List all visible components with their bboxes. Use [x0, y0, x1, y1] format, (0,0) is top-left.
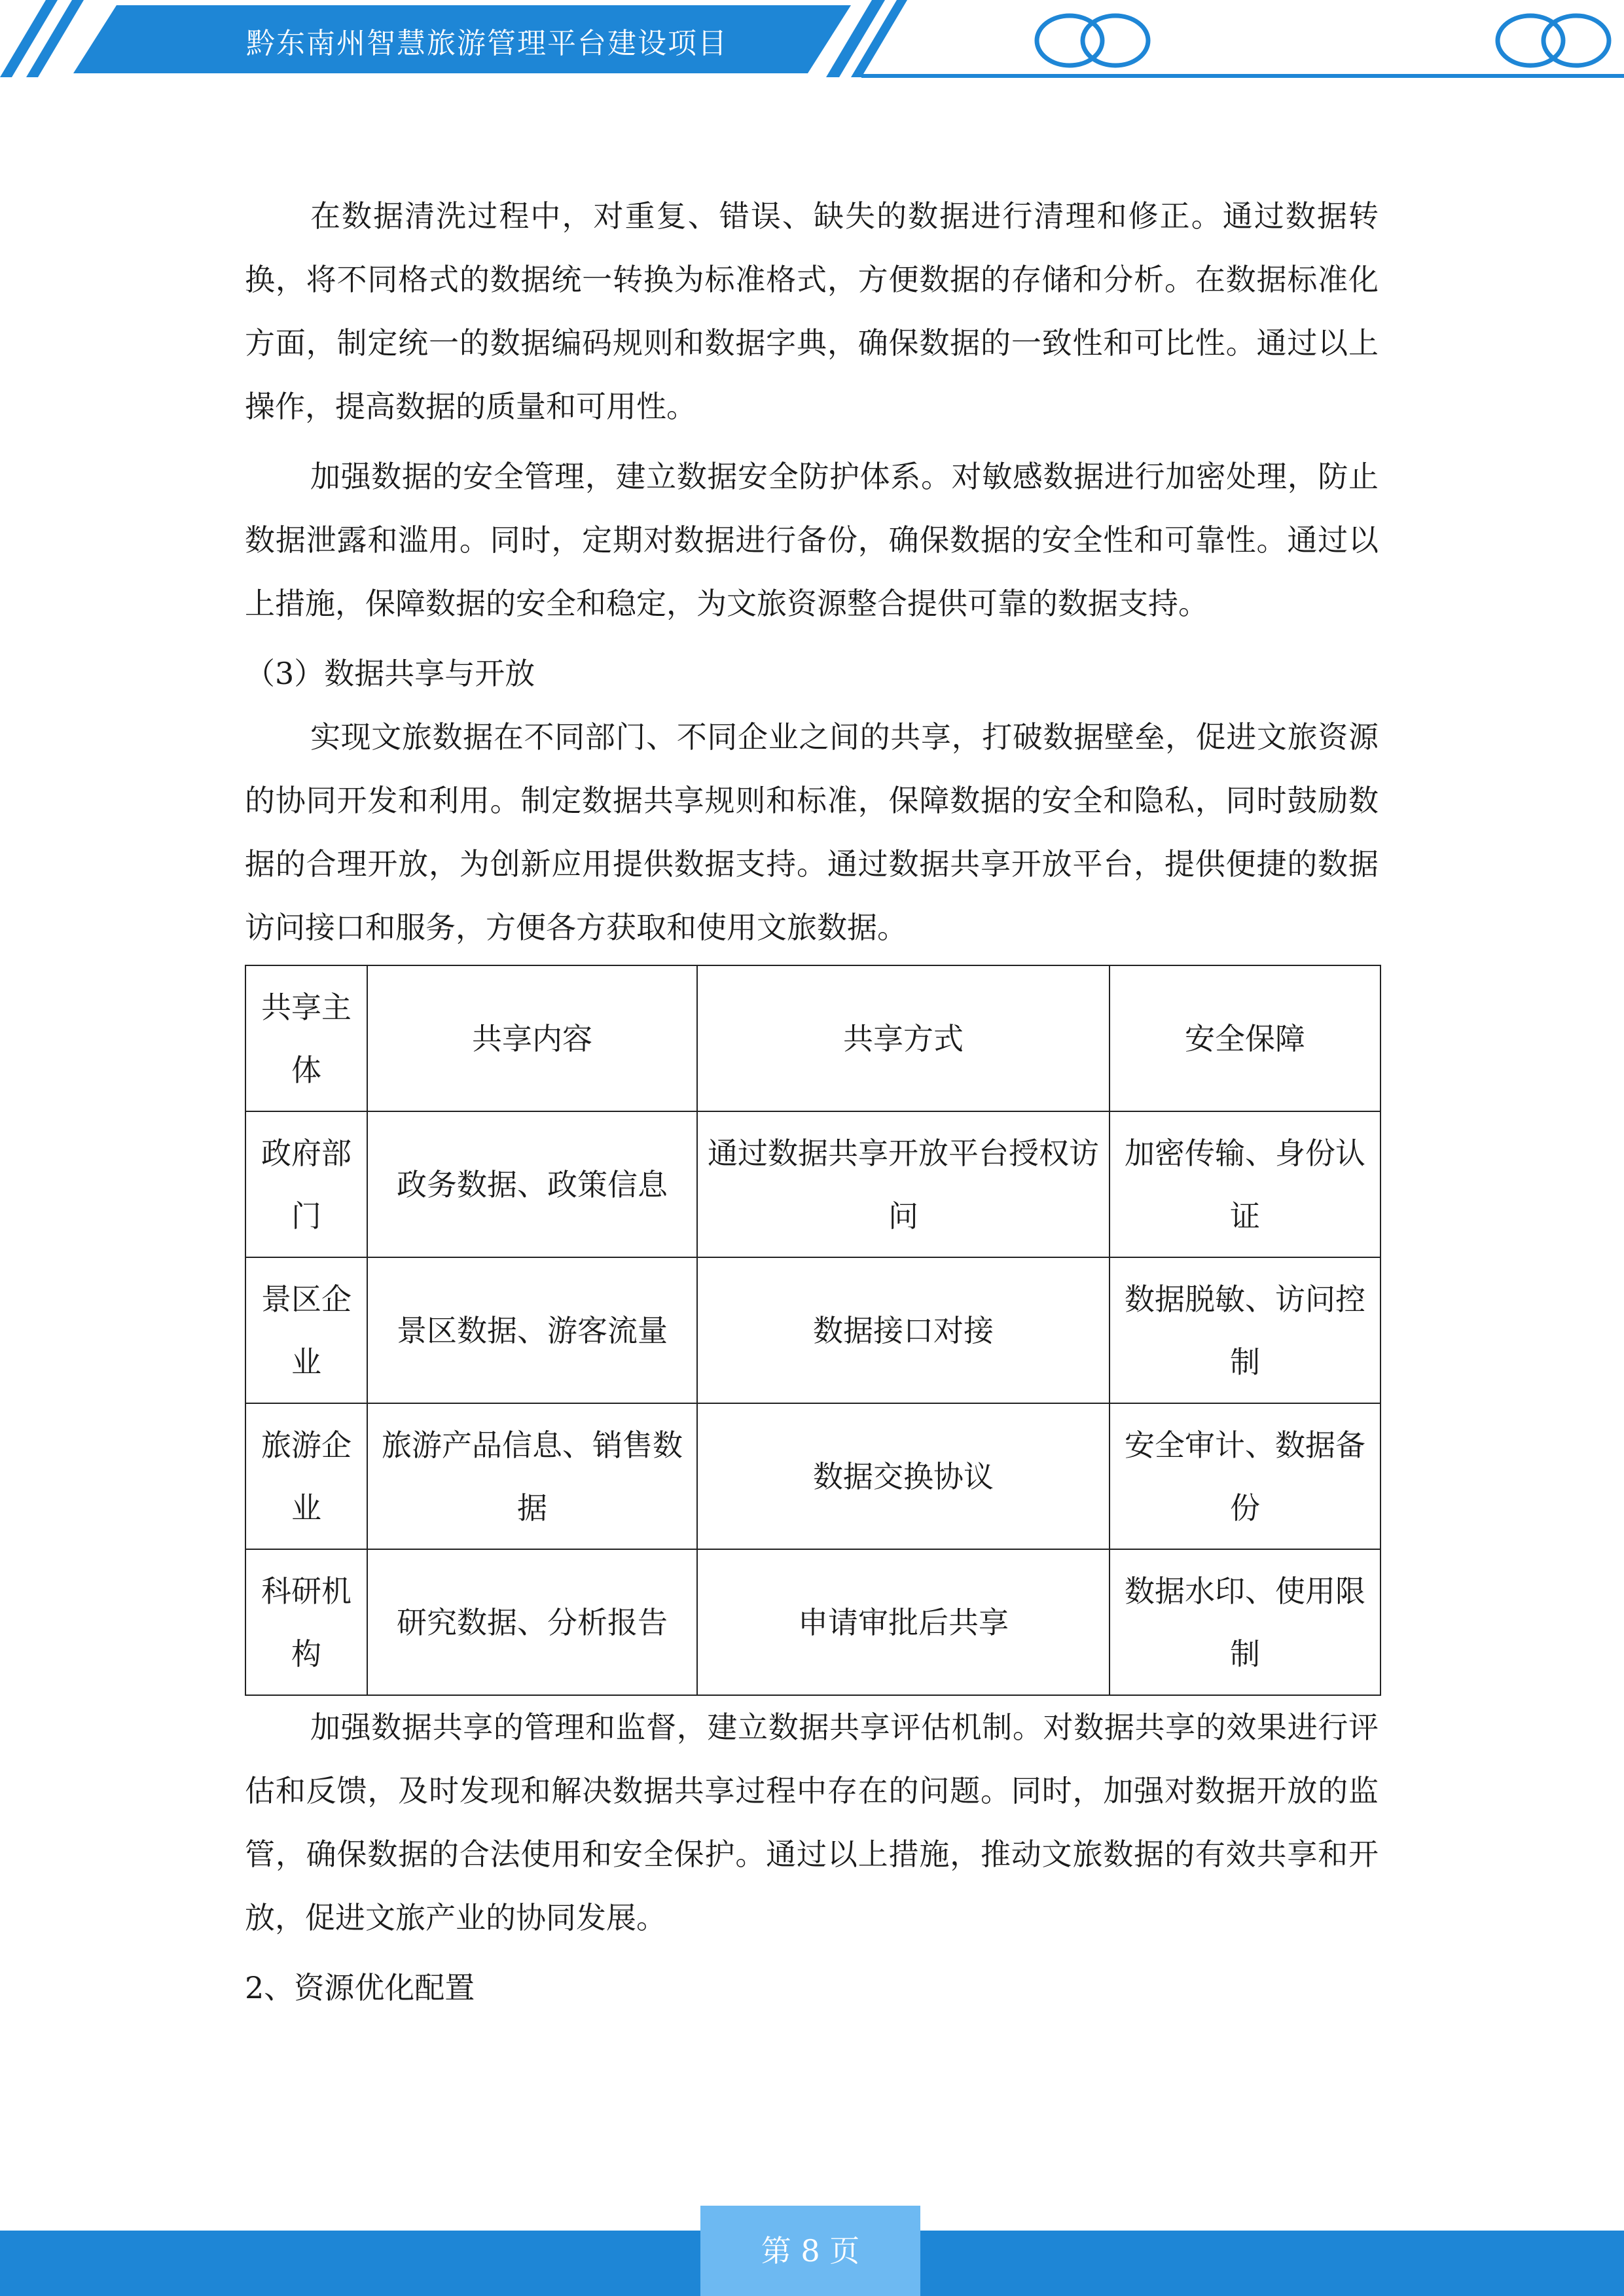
page-number: 第 8 页 — [700, 2206, 920, 2296]
table-cell: 研究数据、分析报告 — [367, 1549, 697, 1695]
table-row — [245, 1111, 1380, 1257]
page-header — [0, 0, 1624, 85]
section-heading-resource-optimization: 2、资源优化配置 — [245, 1970, 475, 2005]
table-cell: 政务数据、政策信息 — [367, 1111, 697, 1257]
paragraph-data-security: 加强数据的安全管理，建立数据安全防护体系。对敏感数据进行加密处理，防止数据泄露和滥用。同时，定期对数据进行备份，确保数据的安全性和可靠性。通过以上措施，保障数据的安全和稳定，为文旅资源整合提供可靠的数据支持。 — [245, 459, 1379, 621]
table-cell: 旅游企业 — [245, 1403, 367, 1549]
table-cell: 科研机构 — [245, 1549, 367, 1695]
table-header-cell: 共享方式 — [697, 965, 1110, 1111]
table-row — [245, 1403, 1380, 1549]
table-cell: 数据交换协议 — [697, 1403, 1110, 1549]
table-header-cell: 共享内容 — [367, 965, 697, 1111]
table-row — [245, 1549, 1380, 1695]
rings-logo-left-icon — [1037, 16, 1148, 65]
table-cell: 安全审计、数据备份 — [1110, 1403, 1380, 1549]
document-title: 黔东南州智慧旅游管理平台建设项目 — [246, 27, 728, 60]
table-cell: 数据脱敏、访问控制 — [1110, 1257, 1380, 1403]
paragraph-data-sharing: 实现文旅数据在不同部门、不同企业之间的共享，打破数据壁垒，促进文旅资源的协同开发和利用。制定数据共享规则和标准，保障数据的安全和隐私，同时鼓励数据的合理开放，为创新应用提供数据支持。通过数据共享开放平台，提供便捷的数据访问接口和服务，方便各方获取和使用文旅数据。 — [245, 719, 1379, 945]
table-cell: 数据水印、使用限制 — [1110, 1549, 1380, 1695]
header-banner-graphic — [0, 0, 1624, 85]
paragraph-sharing-supervision: 加强数据共享的管理和监督，建立数据共享评估机制。对数据共享的效果进行评估和反馈，及时发现和解决数据共享过程中存在的问题。同时，加强对数据开放的监管，确保数据的合法使用和安全保护。通过以上措施，推动文旅数据的有效共享和开放，促进文旅产业的协同发展。 — [245, 1710, 1379, 1935]
rings-logo-right-icon — [1498, 16, 1609, 65]
table-cell: 旅游产品信息、销售数据 — [367, 1403, 697, 1549]
table-cell: 数据接口对接 — [697, 1257, 1110, 1403]
table-cell: 景区企业 — [245, 1257, 367, 1403]
table-cell: 申请审批后共享 — [697, 1549, 1110, 1695]
page-body — [245, 185, 1379, 2020]
table-cell: 通过数据共享开放平台授权访问 — [697, 1111, 1110, 1257]
data-sharing-table — [245, 965, 1381, 1696]
table-cell: 景区数据、游客流量 — [367, 1257, 697, 1403]
table-cell: 政府部门 — [245, 1111, 367, 1257]
table-cell: 加密传输、身份认证 — [1110, 1111, 1380, 1257]
table-header-cell: 安全保障 — [1110, 965, 1380, 1111]
paragraph-data-cleaning: 在数据清洗过程中，对重复、错误、缺失的数据进行清理和修正。通过数据转换，将不同格式的数据统一转换为标准格式，方便数据的存储和分析。在数据标准化方面，制定统一的数据编码规则和数据字典，确保数据的一致性和可比性。通过以上操作，提高数据的质量和可用性。 — [245, 198, 1379, 424]
section-heading-data-sharing: （3）数据共享与开放 — [245, 656, 535, 691]
table-header-row — [245, 965, 1380, 1111]
table-row — [245, 1257, 1380, 1403]
table-header-cell: 共享主体 — [245, 965, 367, 1111]
